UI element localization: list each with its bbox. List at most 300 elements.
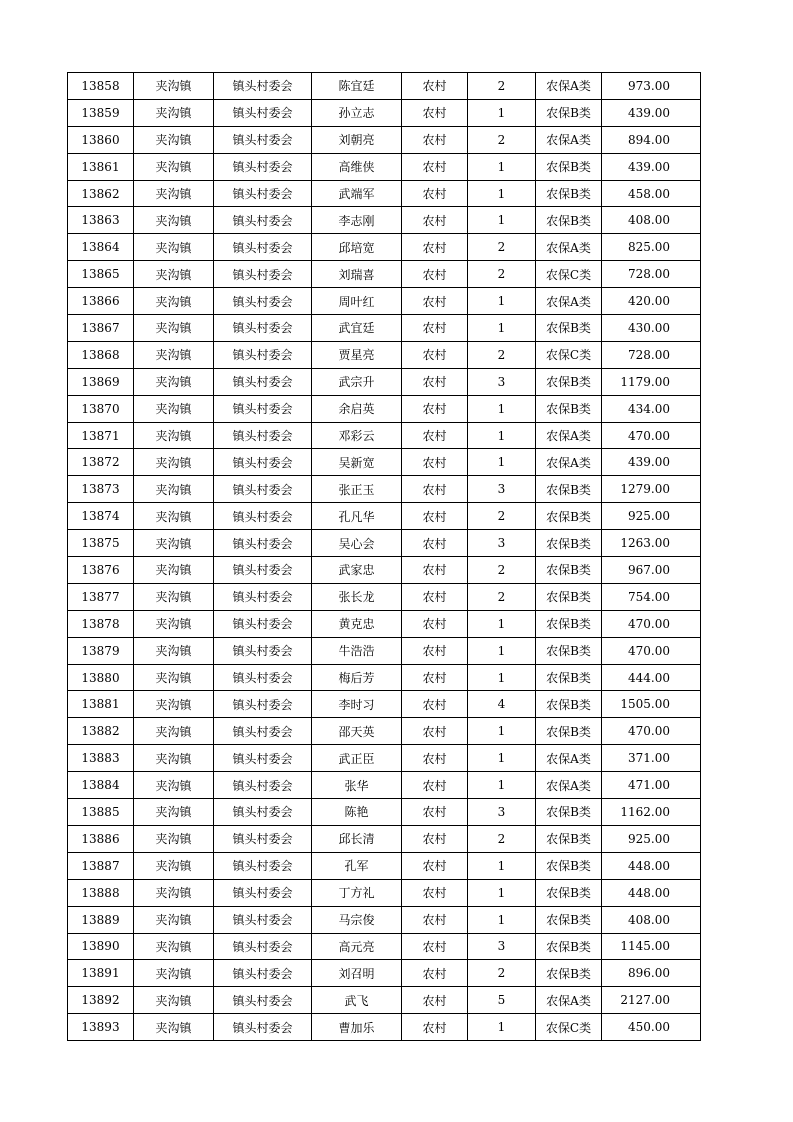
cell-town: 夹沟镇 xyxy=(134,718,214,745)
cell-record-id: 13862 xyxy=(68,180,134,207)
cell-amount: 439.00 xyxy=(602,153,701,180)
table-row xyxy=(68,422,701,449)
cell-record-id: 13865 xyxy=(68,261,134,288)
cell-town: 夹沟镇 xyxy=(134,825,214,852)
cell-household-count: 1 xyxy=(468,745,536,772)
cell-insurance-category: 农保B类 xyxy=(536,583,602,610)
cell-town: 夹沟镇 xyxy=(134,933,214,960)
cell-person-name: 武宗升 xyxy=(312,368,402,395)
cell-town: 夹沟镇 xyxy=(134,234,214,261)
cell-person-name: 武宜廷 xyxy=(312,315,402,342)
cell-insurance-category: 农保B类 xyxy=(536,960,602,987)
cell-insurance-category: 农保B类 xyxy=(536,691,602,718)
cell-amount: 825.00 xyxy=(602,234,701,261)
table-row xyxy=(68,368,701,395)
cell-household-count: 1 xyxy=(468,315,536,342)
cell-insurance-category: 农保B类 xyxy=(536,664,602,691)
cell-village-committee: 镇头村委会 xyxy=(214,906,312,933)
cell-insurance-category: 农保B类 xyxy=(536,530,602,557)
cell-person-name: 高元亮 xyxy=(312,933,402,960)
cell-area-type: 农村 xyxy=(402,126,468,153)
table-row xyxy=(68,395,701,422)
cell-person-name: 张正玉 xyxy=(312,476,402,503)
cell-household-count: 3 xyxy=(468,799,536,826)
cell-insurance-category: 农保B类 xyxy=(536,395,602,422)
cell-person-name: 邓彩云 xyxy=(312,422,402,449)
cell-area-type: 农村 xyxy=(402,341,468,368)
cell-area-type: 农村 xyxy=(402,261,468,288)
cell-person-name: 高维侠 xyxy=(312,153,402,180)
cell-amount: 925.00 xyxy=(602,825,701,852)
cell-town: 夹沟镇 xyxy=(134,987,214,1014)
table-row xyxy=(68,987,701,1014)
cell-village-committee: 镇头村委会 xyxy=(214,288,312,315)
table-row xyxy=(68,745,701,772)
cell-household-count: 2 xyxy=(468,234,536,261)
cell-person-name: 邱培宽 xyxy=(312,234,402,261)
cell-town: 夹沟镇 xyxy=(134,530,214,557)
cell-town: 夹沟镇 xyxy=(134,960,214,987)
cell-insurance-category: 农保B类 xyxy=(536,718,602,745)
cell-record-id: 13863 xyxy=(68,207,134,234)
cell-town: 夹沟镇 xyxy=(134,557,214,584)
cell-record-id: 13873 xyxy=(68,476,134,503)
table-row xyxy=(68,1014,701,1041)
cell-amount: 973.00 xyxy=(602,73,701,100)
cell-area-type: 农村 xyxy=(402,73,468,100)
cell-record-id: 13864 xyxy=(68,234,134,261)
cell-insurance-category: 农保B类 xyxy=(536,207,602,234)
cell-record-id: 13879 xyxy=(68,637,134,664)
cell-amount: 470.00 xyxy=(602,718,701,745)
cell-household-count: 1 xyxy=(468,610,536,637)
cell-insurance-category: 农保A类 xyxy=(536,126,602,153)
cell-insurance-category: 农保B类 xyxy=(536,933,602,960)
cell-amount: 470.00 xyxy=(602,422,701,449)
cell-town: 夹沟镇 xyxy=(134,99,214,126)
table-row xyxy=(68,503,701,530)
cell-person-name: 吴心会 xyxy=(312,530,402,557)
cell-insurance-category: 农保A类 xyxy=(536,288,602,315)
cell-town: 夹沟镇 xyxy=(134,73,214,100)
cell-area-type: 农村 xyxy=(402,99,468,126)
cell-village-committee: 镇头村委会 xyxy=(214,73,312,100)
cell-household-count: 2 xyxy=(468,341,536,368)
cell-village-committee: 镇头村委会 xyxy=(214,126,312,153)
cell-village-committee: 镇头村委会 xyxy=(214,799,312,826)
table-row xyxy=(68,449,701,476)
cell-household-count: 2 xyxy=(468,261,536,288)
cell-record-id: 13877 xyxy=(68,583,134,610)
cell-household-count: 1 xyxy=(468,422,536,449)
cell-area-type: 农村 xyxy=(402,207,468,234)
cell-record-id: 13893 xyxy=(68,1014,134,1041)
cell-area-type: 农村 xyxy=(402,906,468,933)
table-row xyxy=(68,772,701,799)
cell-area-type: 农村 xyxy=(402,745,468,772)
cell-insurance-category: 农保B类 xyxy=(536,610,602,637)
cell-area-type: 农村 xyxy=(402,691,468,718)
cell-insurance-category: 农保A类 xyxy=(536,449,602,476)
cell-amount: 2127.00 xyxy=(602,987,701,1014)
cell-person-name: 刘召明 xyxy=(312,960,402,987)
cell-record-id: 13890 xyxy=(68,933,134,960)
table-row xyxy=(68,126,701,153)
cell-area-type: 农村 xyxy=(402,234,468,261)
cell-household-count: 3 xyxy=(468,476,536,503)
cell-household-count: 4 xyxy=(468,691,536,718)
cell-record-id: 13872 xyxy=(68,449,134,476)
cell-amount: 754.00 xyxy=(602,583,701,610)
cell-area-type: 农村 xyxy=(402,799,468,826)
cell-insurance-category: 农保B类 xyxy=(536,799,602,826)
cell-town: 夹沟镇 xyxy=(134,449,214,476)
cell-village-committee: 镇头村委会 xyxy=(214,745,312,772)
cell-amount: 458.00 xyxy=(602,180,701,207)
cell-household-count: 2 xyxy=(468,557,536,584)
cell-town: 夹沟镇 xyxy=(134,879,214,906)
cell-record-id: 13859 xyxy=(68,99,134,126)
cell-village-committee: 镇头村委会 xyxy=(214,234,312,261)
cell-amount: 471.00 xyxy=(602,772,701,799)
table-row xyxy=(68,341,701,368)
cell-village-committee: 镇头村委会 xyxy=(214,449,312,476)
cell-amount: 896.00 xyxy=(602,960,701,987)
cell-amount: 894.00 xyxy=(602,126,701,153)
cell-town: 夹沟镇 xyxy=(134,288,214,315)
cell-area-type: 农村 xyxy=(402,395,468,422)
cell-record-id: 13861 xyxy=(68,153,134,180)
cell-insurance-category: 农保C类 xyxy=(536,341,602,368)
cell-person-name: 孔军 xyxy=(312,852,402,879)
cell-person-name: 武正臣 xyxy=(312,745,402,772)
table-row xyxy=(68,879,701,906)
cell-amount: 728.00 xyxy=(602,341,701,368)
cell-amount: 434.00 xyxy=(602,395,701,422)
cell-record-id: 13881 xyxy=(68,691,134,718)
table-row xyxy=(68,718,701,745)
cell-household-count: 1 xyxy=(468,395,536,422)
cell-household-count: 1 xyxy=(468,664,536,691)
cell-village-committee: 镇头村委会 xyxy=(214,610,312,637)
cell-record-id: 13882 xyxy=(68,718,134,745)
cell-insurance-category: 农保B类 xyxy=(536,180,602,207)
cell-household-count: 2 xyxy=(468,503,536,530)
cell-amount: 439.00 xyxy=(602,99,701,126)
cell-village-committee: 镇头村委会 xyxy=(214,933,312,960)
cell-person-name: 牛浩浩 xyxy=(312,637,402,664)
cell-area-type: 农村 xyxy=(402,718,468,745)
cell-amount: 448.00 xyxy=(602,879,701,906)
cell-area-type: 农村 xyxy=(402,664,468,691)
table-row xyxy=(68,180,701,207)
cell-household-count: 1 xyxy=(468,99,536,126)
table-row xyxy=(68,261,701,288)
cell-village-committee: 镇头村委会 xyxy=(214,422,312,449)
cell-area-type: 农村 xyxy=(402,772,468,799)
cell-person-name: 孔凡华 xyxy=(312,503,402,530)
cell-household-count: 1 xyxy=(468,906,536,933)
cell-amount: 470.00 xyxy=(602,637,701,664)
cell-person-name: 邱长清 xyxy=(312,825,402,852)
cell-insurance-category: 农保B类 xyxy=(536,99,602,126)
cell-town: 夹沟镇 xyxy=(134,126,214,153)
table-row xyxy=(68,825,701,852)
cell-village-committee: 镇头村委会 xyxy=(214,530,312,557)
cell-household-count: 1 xyxy=(468,153,536,180)
cell-amount: 1279.00 xyxy=(602,476,701,503)
cell-insurance-category: 农保B类 xyxy=(536,368,602,395)
cell-village-committee: 镇头村委会 xyxy=(214,691,312,718)
cell-area-type: 农村 xyxy=(402,153,468,180)
cell-town: 夹沟镇 xyxy=(134,637,214,664)
cell-person-name: 曹加乐 xyxy=(312,1014,402,1041)
cell-record-id: 13869 xyxy=(68,368,134,395)
cell-household-count: 2 xyxy=(468,126,536,153)
cell-person-name: 武端军 xyxy=(312,180,402,207)
cell-amount: 470.00 xyxy=(602,610,701,637)
cell-village-committee: 镇头村委会 xyxy=(214,207,312,234)
cell-amount: 408.00 xyxy=(602,207,701,234)
cell-area-type: 农村 xyxy=(402,288,468,315)
cell-insurance-category: 农保C类 xyxy=(536,261,602,288)
cell-amount: 439.00 xyxy=(602,449,701,476)
cell-village-committee: 镇头村委会 xyxy=(214,637,312,664)
cell-area-type: 农村 xyxy=(402,180,468,207)
cell-person-name: 吴新宽 xyxy=(312,449,402,476)
cell-insurance-category: 农保A类 xyxy=(536,422,602,449)
cell-insurance-category: 农保A类 xyxy=(536,987,602,1014)
cell-town: 夹沟镇 xyxy=(134,583,214,610)
cell-town: 夹沟镇 xyxy=(134,368,214,395)
table-row xyxy=(68,691,701,718)
table-row xyxy=(68,476,701,503)
cell-person-name: 马宗俊 xyxy=(312,906,402,933)
cell-person-name: 余启英 xyxy=(312,395,402,422)
cell-town: 夹沟镇 xyxy=(134,315,214,342)
cell-record-id: 13892 xyxy=(68,987,134,1014)
table-row xyxy=(68,530,701,557)
cell-insurance-category: 农保A类 xyxy=(536,234,602,261)
cell-household-count: 3 xyxy=(468,933,536,960)
records-body xyxy=(68,73,701,1041)
cell-area-type: 农村 xyxy=(402,987,468,1014)
cell-household-count: 1 xyxy=(468,180,536,207)
cell-household-count: 1 xyxy=(468,772,536,799)
cell-record-id: 13880 xyxy=(68,664,134,691)
cell-area-type: 农村 xyxy=(402,503,468,530)
table-row xyxy=(68,207,701,234)
cell-record-id: 13887 xyxy=(68,852,134,879)
cell-amount: 925.00 xyxy=(602,503,701,530)
cell-village-committee: 镇头村委会 xyxy=(214,772,312,799)
cell-household-count: 2 xyxy=(468,960,536,987)
cell-amount: 1263.00 xyxy=(602,530,701,557)
cell-town: 夹沟镇 xyxy=(134,664,214,691)
cell-village-committee: 镇头村委会 xyxy=(214,852,312,879)
cell-amount: 371.00 xyxy=(602,745,701,772)
cell-insurance-category: 农保B类 xyxy=(536,476,602,503)
cell-insurance-category: 农保B类 xyxy=(536,315,602,342)
cell-amount: 430.00 xyxy=(602,315,701,342)
cell-town: 夹沟镇 xyxy=(134,1014,214,1041)
cell-household-count: 1 xyxy=(468,207,536,234)
cell-town: 夹沟镇 xyxy=(134,180,214,207)
cell-insurance-category: 农保B类 xyxy=(536,879,602,906)
cell-town: 夹沟镇 xyxy=(134,153,214,180)
table-row xyxy=(68,933,701,960)
table-row xyxy=(68,153,701,180)
cell-area-type: 农村 xyxy=(402,1014,468,1041)
table-row xyxy=(68,73,701,100)
cell-insurance-category: 农保B类 xyxy=(536,503,602,530)
cell-person-name: 陈宜廷 xyxy=(312,73,402,100)
cell-town: 夹沟镇 xyxy=(134,476,214,503)
cell-amount: 728.00 xyxy=(602,261,701,288)
cell-town: 夹沟镇 xyxy=(134,422,214,449)
cell-record-id: 13871 xyxy=(68,422,134,449)
cell-town: 夹沟镇 xyxy=(134,745,214,772)
cell-record-id: 13870 xyxy=(68,395,134,422)
cell-town: 夹沟镇 xyxy=(134,852,214,879)
cell-amount: 967.00 xyxy=(602,557,701,584)
cell-household-count: 1 xyxy=(468,288,536,315)
cell-person-name: 张长龙 xyxy=(312,583,402,610)
cell-village-committee: 镇头村委会 xyxy=(214,718,312,745)
cell-person-name: 孙立志 xyxy=(312,99,402,126)
records-table xyxy=(67,72,701,1041)
cell-area-type: 农村 xyxy=(402,422,468,449)
cell-household-count: 3 xyxy=(468,368,536,395)
cell-record-id: 13868 xyxy=(68,341,134,368)
cell-area-type: 农村 xyxy=(402,449,468,476)
cell-village-committee: 镇头村委会 xyxy=(214,987,312,1014)
cell-village-committee: 镇头村委会 xyxy=(214,315,312,342)
table-row xyxy=(68,583,701,610)
cell-town: 夹沟镇 xyxy=(134,395,214,422)
cell-village-committee: 镇头村委会 xyxy=(214,503,312,530)
cell-town: 夹沟镇 xyxy=(134,799,214,826)
cell-village-committee: 镇头村委会 xyxy=(214,180,312,207)
cell-area-type: 农村 xyxy=(402,637,468,664)
table-row xyxy=(68,664,701,691)
cell-village-committee: 镇头村委会 xyxy=(214,395,312,422)
cell-town: 夹沟镇 xyxy=(134,906,214,933)
cell-household-count: 1 xyxy=(468,637,536,664)
cell-amount: 420.00 xyxy=(602,288,701,315)
cell-insurance-category: 农保C类 xyxy=(536,1014,602,1041)
table-row xyxy=(68,315,701,342)
cell-record-id: 13858 xyxy=(68,73,134,100)
cell-amount: 1162.00 xyxy=(602,799,701,826)
cell-household-count: 5 xyxy=(468,987,536,1014)
cell-area-type: 农村 xyxy=(402,933,468,960)
cell-area-type: 农村 xyxy=(402,879,468,906)
cell-person-name: 张华 xyxy=(312,772,402,799)
cell-village-committee: 镇头村委会 xyxy=(214,960,312,987)
cell-village-committee: 镇头村委会 xyxy=(214,153,312,180)
cell-area-type: 农村 xyxy=(402,557,468,584)
cell-town: 夹沟镇 xyxy=(134,207,214,234)
cell-record-id: 13883 xyxy=(68,745,134,772)
cell-record-id: 13891 xyxy=(68,960,134,987)
table-row xyxy=(68,288,701,315)
cell-record-id: 13866 xyxy=(68,288,134,315)
table-row xyxy=(68,637,701,664)
cell-area-type: 农村 xyxy=(402,315,468,342)
cell-town: 夹沟镇 xyxy=(134,772,214,799)
table-row xyxy=(68,852,701,879)
cell-village-committee: 镇头村委会 xyxy=(214,99,312,126)
cell-record-id: 13885 xyxy=(68,799,134,826)
cell-village-committee: 镇头村委会 xyxy=(214,261,312,288)
cell-amount: 444.00 xyxy=(602,664,701,691)
table-row xyxy=(68,234,701,261)
cell-record-id: 13888 xyxy=(68,879,134,906)
cell-record-id: 13884 xyxy=(68,772,134,799)
cell-village-committee: 镇头村委会 xyxy=(214,879,312,906)
cell-record-id: 13874 xyxy=(68,503,134,530)
cell-village-committee: 镇头村委会 xyxy=(214,476,312,503)
cell-household-count: 2 xyxy=(468,583,536,610)
cell-town: 夹沟镇 xyxy=(134,341,214,368)
cell-insurance-category: 农保A类 xyxy=(536,745,602,772)
cell-household-count: 2 xyxy=(468,73,536,100)
cell-person-name: 陈艳 xyxy=(312,799,402,826)
cell-record-id: 13886 xyxy=(68,825,134,852)
cell-insurance-category: 农保A类 xyxy=(536,772,602,799)
cell-household-count: 1 xyxy=(468,449,536,476)
cell-household-count: 3 xyxy=(468,530,536,557)
cell-village-committee: 镇头村委会 xyxy=(214,1014,312,1041)
cell-amount: 448.00 xyxy=(602,852,701,879)
cell-person-name: 刘瑞喜 xyxy=(312,261,402,288)
cell-person-name: 黄克忠 xyxy=(312,610,402,637)
cell-record-id: 13875 xyxy=(68,530,134,557)
cell-insurance-category: 农保B类 xyxy=(536,825,602,852)
table-row xyxy=(68,610,701,637)
cell-town: 夹沟镇 xyxy=(134,503,214,530)
cell-person-name: 邵天英 xyxy=(312,718,402,745)
cell-area-type: 农村 xyxy=(402,368,468,395)
cell-town: 夹沟镇 xyxy=(134,610,214,637)
cell-village-committee: 镇头村委会 xyxy=(214,557,312,584)
cell-area-type: 农村 xyxy=(402,960,468,987)
cell-amount: 450.00 xyxy=(602,1014,701,1041)
cell-area-type: 农村 xyxy=(402,583,468,610)
cell-record-id: 13876 xyxy=(68,557,134,584)
cell-person-name: 李时习 xyxy=(312,691,402,718)
table-row xyxy=(68,99,701,126)
cell-household-count: 1 xyxy=(468,879,536,906)
cell-insurance-category: 农保B类 xyxy=(536,906,602,933)
cell-amount: 1179.00 xyxy=(602,368,701,395)
cell-person-name: 梅后芳 xyxy=(312,664,402,691)
cell-amount: 1505.00 xyxy=(602,691,701,718)
cell-amount: 408.00 xyxy=(602,906,701,933)
cell-village-committee: 镇头村委会 xyxy=(214,825,312,852)
cell-area-type: 农村 xyxy=(402,852,468,879)
cell-household-count: 1 xyxy=(468,718,536,745)
cell-village-committee: 镇头村委会 xyxy=(214,368,312,395)
cell-person-name: 李志刚 xyxy=(312,207,402,234)
cell-person-name: 贾星亮 xyxy=(312,341,402,368)
cell-person-name: 周叶红 xyxy=(312,288,402,315)
table-row xyxy=(68,557,701,584)
cell-household-count: 1 xyxy=(468,1014,536,1041)
cell-village-committee: 镇头村委会 xyxy=(214,664,312,691)
table-row xyxy=(68,906,701,933)
